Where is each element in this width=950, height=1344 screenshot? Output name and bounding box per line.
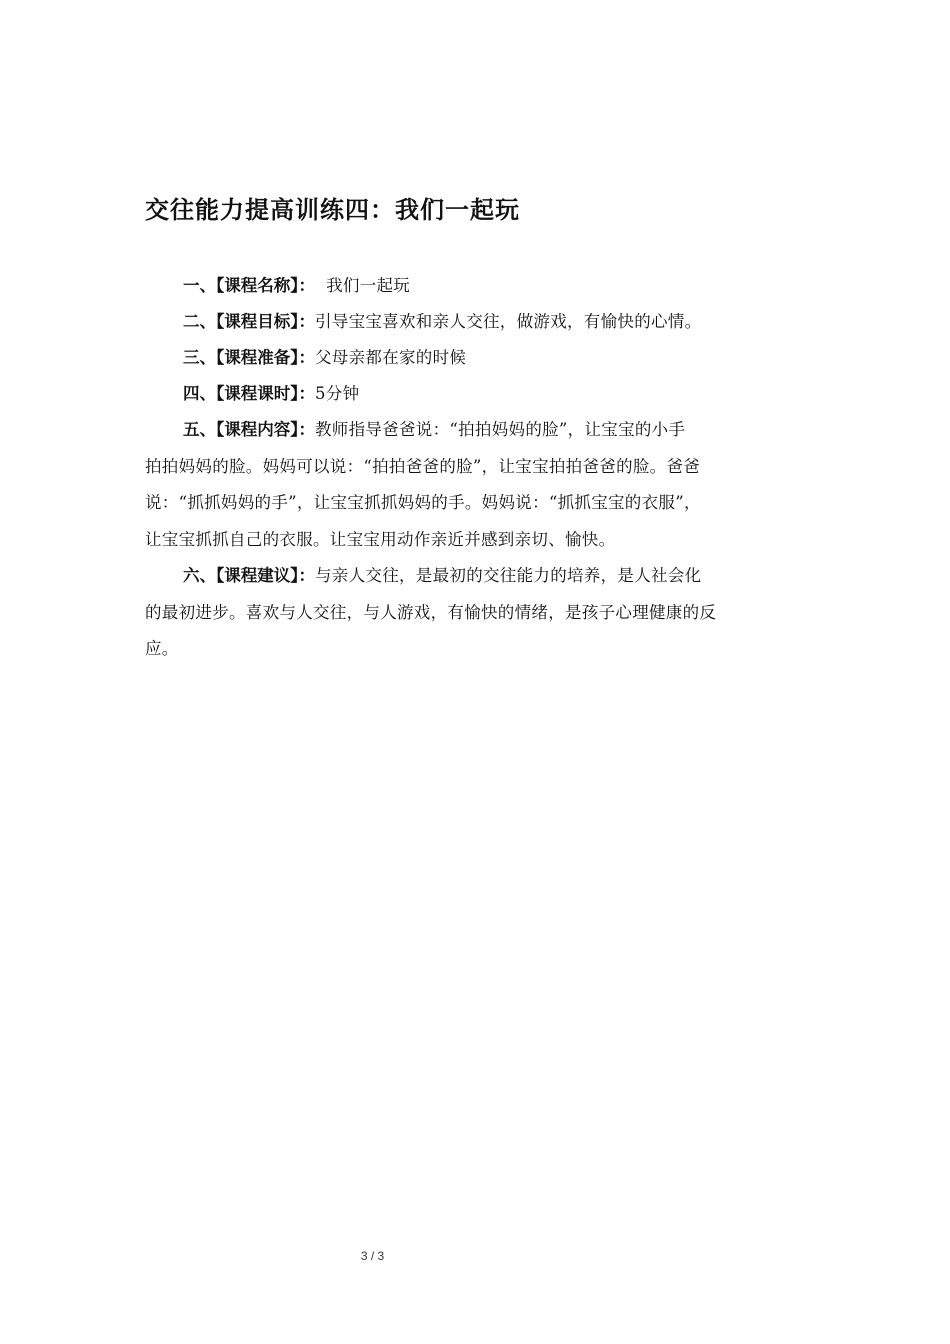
course-goal-item	[145, 304, 825, 341]
item-label: 一、【课程名称】：	[183, 276, 315, 295]
item-value: 引导宝宝喜欢和亲人交往，做游戏，有愉快的心情。	[315, 312, 702, 331]
item-continuation-line: 说：“抓抓妈妈的手”，让宝宝抓抓妈妈的手。妈妈说：“抓抓宝宝的衣服”，	[145, 493, 701, 512]
item-label: 六、【课程建议】：	[183, 566, 315, 585]
page-title: 交往能力提高训练四：我们一起玩	[145, 196, 520, 224]
item-continuation-line: 让宝宝抓抓自己的衣服。让宝宝用动作亲近并感到亲切、愉快。	[145, 529, 616, 549]
item-value: 教师指导爸爸说：“拍拍妈妈的脸”，让宝宝的小手	[315, 420, 686, 439]
item-continuation-line: 应。	[145, 639, 179, 658]
item-continuation-line: 的最初进步。喜欢与人交往，与人游戏，有愉快的情绪，是孩子心理健康的反	[145, 602, 717, 622]
item-label: 四、【课程课时】：	[183, 384, 315, 403]
item-value: 与亲人交往，是最初的交往能力的培养，是人社会化	[315, 566, 702, 585]
course-duration-item	[145, 376, 825, 413]
item-label: 三、【课程准备】：	[183, 348, 315, 367]
page-number: 3 / 3	[360, 1249, 385, 1263]
item-label: 二、【课程目标】：	[183, 312, 315, 331]
item-continuation-line: 拍拍妈妈的脸。妈妈可以说：“拍拍爸爸的脸”，让宝宝拍拍爸爸的脸。爸爸	[145, 456, 701, 476]
item-value: 5分钟	[315, 384, 360, 403]
course-preparation-item	[145, 340, 825, 377]
item-value: 父母亲都在家的时候	[315, 348, 467, 367]
course-content-item	[145, 412, 825, 558]
course-advice-item	[145, 558, 825, 668]
item-label: 五、【课程内容】：	[183, 420, 315, 439]
course-name-item	[145, 268, 825, 305]
item-value: 我们一起玩	[315, 276, 411, 295]
